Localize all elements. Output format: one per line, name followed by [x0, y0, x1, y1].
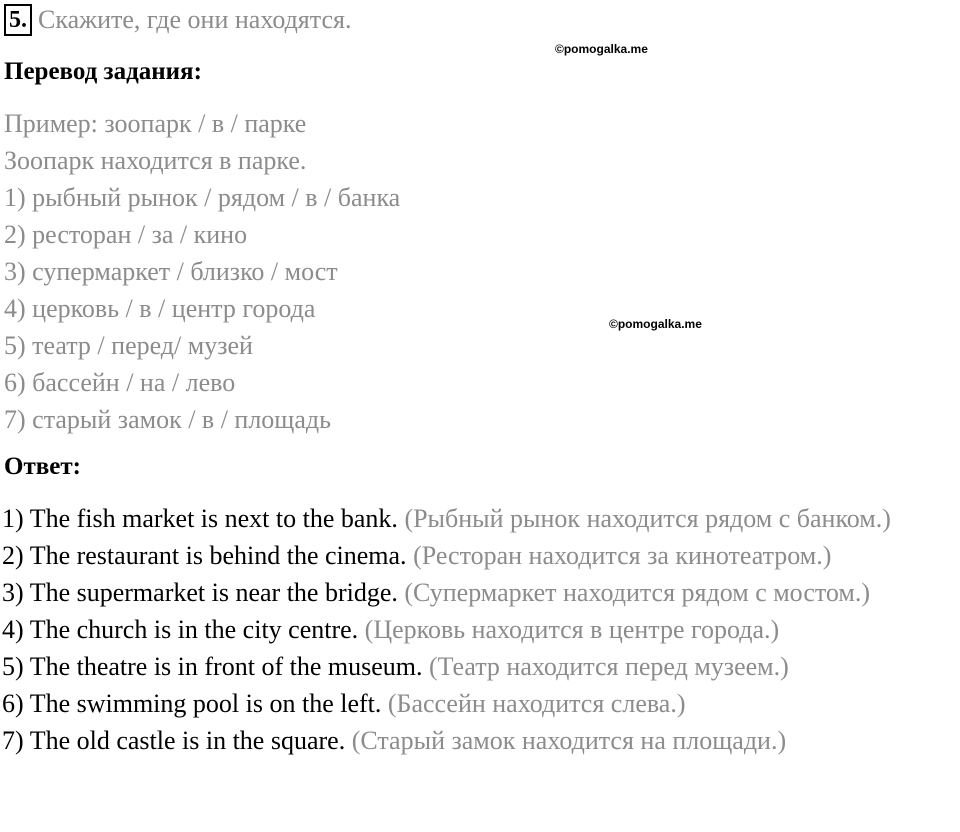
translation-heading: Перевод задания:	[4, 58, 202, 85]
answer-english: 6) The swimming pool is on the left.	[2, 689, 382, 718]
task-number-badge: 5.	[4, 4, 32, 36]
answer-item	[2, 648, 960, 685]
answer-list	[2, 500, 960, 759]
answer-russian: (Старый замок находится на площади.)	[351, 726, 787, 755]
answer-heading: Ответ:	[4, 453, 81, 480]
answer-english: 1) The fish market is next to the bank.	[2, 504, 398, 533]
translation-line: 3) супермаркет / близко / мост	[4, 257, 338, 286]
answer-item	[2, 537, 960, 574]
translation-line: 4) церковь / в / центр города	[4, 294, 316, 323]
answer-item	[2, 722, 960, 759]
answer-english: 7) The old castle is in the square.	[2, 726, 346, 755]
translation-line: 6) бассейн / на / лево	[4, 368, 236, 397]
translation-line: 1) рыбный рынок / рядом / в / банка	[4, 183, 401, 212]
answer-item	[2, 685, 960, 722]
translation-lines	[4, 105, 400, 438]
task-instruction: Скажите, где они находятся.	[38, 5, 352, 34]
watermark: ©pomogalka.me	[609, 317, 702, 331]
answer-russian: (Бассейн находится слева.)	[387, 689, 686, 718]
answer-english: 3) The supermarket is near the bridge.	[2, 578, 398, 607]
answer-russian: (Ресторан находится за кинотеатром.)	[413, 541, 832, 570]
answer-item	[2, 500, 960, 537]
answer-item	[2, 574, 960, 611]
watermark: ©pomogalka.me	[555, 42, 648, 56]
translation-line: 5) театр / перед/ музей	[4, 331, 253, 360]
translation-line: Пример: зоопарк / в / парке	[4, 109, 307, 138]
task-header	[4, 3, 351, 37]
answer-english: 4) The church is in the city centre.	[2, 615, 359, 644]
translation-line: 2) ресторан / за / кино	[4, 220, 248, 249]
translation-line: Зоопарк находится в парке.	[4, 146, 307, 175]
answer-russian: (Супермаркет находится рядом с мостом.)	[404, 578, 871, 607]
answer-russian: (Театр находится перед музеем.)	[428, 652, 789, 681]
answer-russian: (Церковь находится в центре города.)	[364, 615, 780, 644]
translation-line: 7) старый замок / в / площадь	[4, 405, 331, 434]
answer-english: 2) The restaurant is behind the cinema.	[2, 541, 407, 570]
answer-russian: (Рыбный рынок находится рядом с банком.)	[404, 504, 891, 533]
answer-item	[2, 611, 960, 648]
answer-english: 5) The theatre is in front of the museum.	[2, 652, 423, 681]
